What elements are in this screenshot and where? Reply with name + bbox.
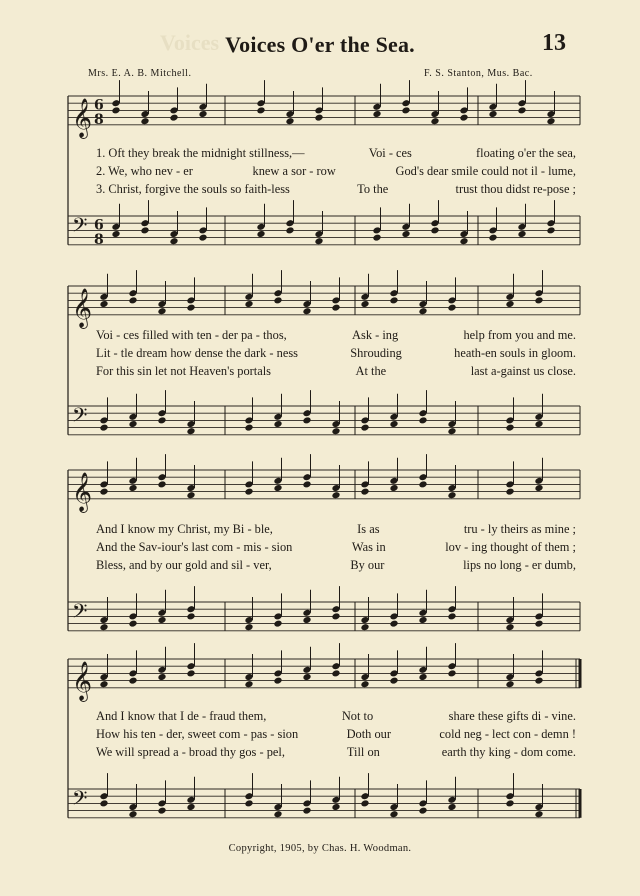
lyricist-credit: Mrs. E. A. B. Mitchell. — [88, 68, 192, 79]
note-head — [273, 620, 282, 628]
note-head — [314, 237, 323, 245]
bleed-through-watermark: Voices — [160, 30, 220, 55]
note-head — [99, 623, 108, 631]
note-head — [302, 616, 311, 624]
note-head — [302, 480, 311, 488]
note-head — [488, 234, 497, 242]
treble-clef-icon: 𝄞 — [72, 471, 93, 512]
note-head — [418, 807, 427, 815]
note-head — [273, 420, 282, 428]
note-head — [186, 612, 195, 620]
note-head — [302, 807, 311, 815]
note-head — [244, 424, 253, 432]
note-head — [360, 680, 369, 688]
note-head — [447, 803, 456, 811]
note-head — [372, 110, 381, 118]
note-head — [186, 669, 195, 677]
note-head — [128, 296, 137, 304]
note-head — [99, 424, 108, 432]
lyric-line-verse-2: 2. We, who nev - er knew a sor - row God's dear smile could not il - lume, — [96, 164, 576, 178]
time-signature-glyph: 8 — [94, 231, 104, 248]
note-head — [198, 110, 207, 118]
note-head — [169, 114, 178, 122]
note-head — [505, 623, 514, 631]
note-head — [430, 117, 439, 125]
hymn-title: Voices O'er the Sea. — [225, 32, 415, 57]
lyric-line-verse-1: Voi - ces filled with ten - der pa - thos, Ask - ing help from you and me. — [96, 328, 576, 342]
lyrics-block-3 — [96, 520, 576, 574]
note-head — [389, 677, 398, 685]
note-head — [256, 106, 265, 114]
note-head — [273, 484, 282, 492]
note-head — [99, 799, 108, 807]
note-head — [418, 616, 427, 624]
note-head — [447, 427, 456, 435]
lyric-line-verse-2: And the Sav-iour's last com - mis - sion Was in lov - ing thought of them ; — [96, 540, 576, 554]
note-head — [418, 416, 427, 424]
treble-clef-icon: 𝄞 — [72, 660, 93, 701]
note-head — [128, 484, 137, 492]
bass-clef-icon: 𝄢 — [72, 213, 88, 242]
bass-clef-icon: 𝄢 — [72, 599, 88, 628]
note-head — [285, 117, 294, 125]
note-head — [157, 616, 166, 624]
note-head — [99, 488, 108, 496]
note-head — [157, 480, 166, 488]
note-head — [302, 307, 311, 315]
music-system-3 — [0, 468, 640, 648]
note-head — [360, 799, 369, 807]
note-head — [534, 484, 543, 492]
treble-clef-icon: 𝄞 — [72, 287, 93, 328]
note-head — [546, 117, 555, 125]
time-signature-glyph: 6 — [94, 97, 104, 114]
note-head — [418, 307, 427, 315]
note-head — [186, 427, 195, 435]
note-head — [128, 677, 137, 685]
note-head — [447, 669, 456, 677]
note-head — [331, 491, 340, 499]
note-head — [186, 491, 195, 499]
note-head — [128, 810, 137, 818]
note-head — [273, 296, 282, 304]
composer-credit: F. S. Stanton, Mus. Bac. — [424, 68, 533, 79]
note-head — [360, 488, 369, 496]
note-head — [244, 623, 253, 631]
lyric-line-verse-3: Bless, and by our gold and sil - ver, By our lips no long - er dumb, — [96, 558, 576, 572]
note-head — [99, 300, 108, 308]
note-head — [302, 416, 311, 424]
music-system-2 — [0, 282, 640, 452]
lyrics-block-1 — [96, 144, 576, 198]
lyric-line-verse-3: 3. Christ, forgive the souls so faith-less To the trust thou didst re-pose ; — [96, 182, 576, 196]
note-head — [157, 673, 166, 681]
note-head — [273, 810, 282, 818]
note-head — [505, 488, 514, 496]
lyrics-block-2 — [96, 326, 576, 380]
note-head — [302, 673, 311, 681]
note-head — [534, 677, 543, 685]
note-head — [331, 669, 340, 677]
note-head — [517, 230, 526, 238]
note-head — [314, 114, 323, 122]
note-head — [140, 226, 149, 234]
note-head — [447, 612, 456, 620]
music-system-1 — [0, 92, 640, 262]
note-head — [244, 680, 253, 688]
note-head — [244, 488, 253, 496]
note-head — [360, 300, 369, 308]
lyric-line-verse-1: And I know that I de - fraud them, Not to share these gifts di - vine. — [96, 709, 576, 723]
note-head — [534, 420, 543, 428]
note-head — [389, 484, 398, 492]
note-head — [111, 230, 120, 238]
note-head — [128, 620, 137, 628]
note-head — [157, 416, 166, 424]
note-head — [128, 420, 137, 428]
note-head — [505, 300, 514, 308]
time-signature-glyph: 8 — [94, 111, 104, 128]
note-head — [331, 803, 340, 811]
note-head — [534, 810, 543, 818]
note-head — [401, 230, 410, 238]
note-head — [140, 117, 149, 125]
note-head — [505, 424, 514, 432]
note-head — [517, 106, 526, 114]
note-head — [389, 810, 398, 818]
note-head — [505, 680, 514, 688]
lyrics-block-4 — [96, 707, 576, 761]
note-head — [459, 114, 468, 122]
note-head — [331, 612, 340, 620]
lyric-line-verse-2: How his ten - der, sweet com - pas - sion Doth our cold neg - lect con - demn ! — [96, 727, 576, 741]
note-head — [488, 110, 497, 118]
note-head — [186, 304, 195, 312]
lyric-line-verse-1: 1. Oft they break the midnight stillness,— Voi - ces floating o'er the sea, — [96, 146, 576, 160]
note-head — [534, 620, 543, 628]
note-head — [273, 677, 282, 685]
lyric-line-verse-3: We will spread a - broad thy gos - pel, Till on earth thy king - dom come. — [96, 745, 576, 759]
lyric-line-verse-2: Lit - tle dream how dense the dark - ness Shrouding heath-en souls in gloom. — [96, 346, 576, 360]
note-head — [99, 680, 108, 688]
note-head — [169, 237, 178, 245]
note-head — [418, 673, 427, 681]
note-head — [447, 304, 456, 312]
page-number: 13 — [542, 30, 566, 56]
note-head — [331, 304, 340, 312]
note-head — [505, 799, 514, 807]
time-signature-glyph: 6 — [94, 217, 104, 234]
note-head — [401, 106, 410, 114]
note-head — [256, 230, 265, 238]
note-head — [244, 799, 253, 807]
note-head — [447, 491, 456, 499]
note-head — [360, 424, 369, 432]
note-head — [389, 620, 398, 628]
note-head — [157, 307, 166, 315]
bass-clef-icon: 𝄢 — [72, 403, 88, 432]
note-head — [546, 226, 555, 234]
note-head — [534, 296, 543, 304]
note-head — [372, 234, 381, 242]
note-head — [389, 420, 398, 428]
lyric-line-verse-3: For this sin let not Heaven's portals At the last a-gainst us close. — [96, 364, 576, 378]
note-head — [459, 237, 468, 245]
note-head — [360, 623, 369, 631]
note-head — [418, 480, 427, 488]
note-head — [111, 106, 120, 114]
music-system-4 — [0, 655, 640, 835]
note-head — [389, 296, 398, 304]
bass-clef-icon: 𝄢 — [72, 786, 88, 815]
note-head — [430, 226, 439, 234]
note-head — [244, 300, 253, 308]
note-head — [186, 803, 195, 811]
note-head — [331, 427, 340, 435]
copyright-notice: Copyright, 1905, by Chas. H. Woodman. — [228, 843, 412, 854]
lyric-line-verse-1: And I know my Christ, my Bi - ble, Is as tru - ly theirs as mine ; — [96, 522, 576, 536]
note-head — [285, 226, 294, 234]
note-head — [198, 234, 207, 242]
note-head — [157, 807, 166, 815]
treble-clef-icon: 𝄞 — [72, 97, 93, 138]
